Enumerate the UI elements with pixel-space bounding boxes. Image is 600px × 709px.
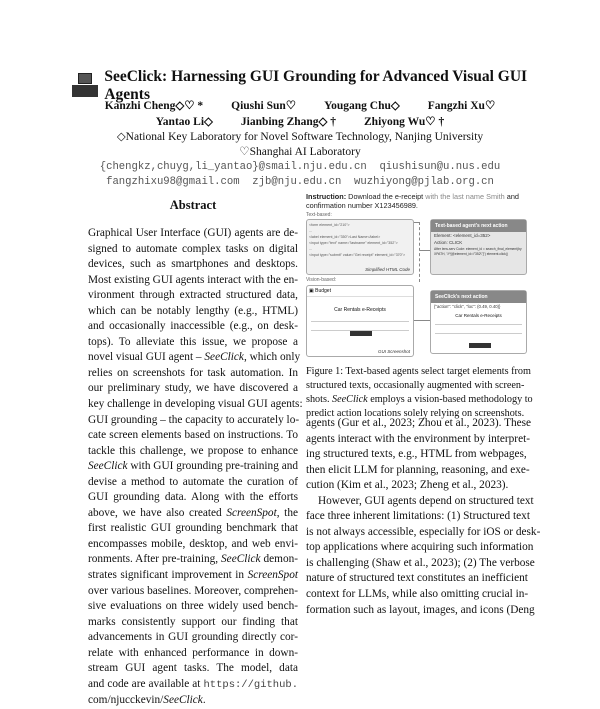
emails-line: fangzhixu98@gmail.com zjb@nju.edu.cn wuzhiyong@pjlab.org.cn (106, 176, 494, 188)
author: Fangzhi Xu♡ (427, 100, 496, 112)
authors-line-2 (0, 114, 600, 128)
figure-caption (306, 365, 533, 421)
text-line: novel visual GUI agent – SeeClick, which only (88, 351, 301, 364)
html-code-box (306, 219, 414, 275)
text-line: tackle this challenge, we propose to enhance (88, 444, 298, 457)
text-line: then elicit LLM for planning, reasoning, and exe- (306, 463, 530, 476)
text-line: signed to automate complex tasks on digital (88, 242, 298, 255)
code-line: ... (309, 229, 312, 233)
abstract-heading: Abstract (169, 198, 217, 212)
text-line: GUI grounding data. Along with the efforts (88, 491, 298, 504)
code-line: <label element_id="350">Last Name</label> (309, 235, 381, 239)
text-line: devices, such as smartphones and desktops. (88, 258, 298, 271)
text-line: Graphical User Interface (GUI) agents are de- (88, 227, 298, 239)
page-title: Car Rentals e-Receipts (455, 313, 502, 318)
text-agent-element: Element: <element_id=352> (434, 233, 491, 238)
text-based-label: Text-based: (306, 212, 332, 218)
text-line: over various baselines. Moreover, comprehen- (88, 584, 298, 597)
text-line: advancements in GUI grounding directly cor- (88, 631, 298, 644)
text-line: our preliminary study, we have discovered a (88, 382, 298, 395)
code-line: <form element_id="210"> (309, 223, 350, 227)
text-line: structured texts, occasionally augmented with screen- (306, 380, 525, 391)
author: Zhiyong Wu♡ † (364, 116, 445, 128)
text-line: predict action locations solely relying on screenshots. (306, 408, 525, 419)
vision-based-label: Vision-based: (306, 277, 337, 283)
text-agent-code: After lens-serv Code: element_id = search_final_element(by XPATH, "//*[@element_id=\"352\"]") element.click() (434, 247, 522, 256)
abstract-body (88, 226, 303, 709)
seeclick-header: SeeClick's next action (431, 291, 526, 303)
text-line: is not always accessible, especially for iOS or desk- (306, 525, 541, 538)
text-line: cution (Kim et al., 2023; Zheng et al., 2023). (306, 479, 509, 492)
affiliation: ◇National Key Laboratory for Novel Software Technology, Nanjing University (116, 131, 484, 143)
authors-line-1 (0, 98, 600, 112)
text-line: ing structured texts, e.g., HTML from webpages, (306, 448, 527, 461)
text-line: is challenging (Shaw et al., 2023); (2) The verbose (306, 556, 535, 569)
seeclick-action-box (430, 290, 527, 354)
text-line: key challenge in developing visual GUI agents: (88, 398, 303, 411)
html-code (307, 220, 413, 260)
instruction-label: Instruction: (306, 192, 347, 201)
text-line: relies on screenshots for task automation. In (88, 366, 298, 379)
text-line: nature of structured text constitutes an inefficient (306, 572, 528, 585)
text-agent-action-box (430, 219, 527, 275)
text-line: first realistic GUI grounding benchmark that (88, 522, 298, 535)
instruction-text: and confirmation number X123456989. (306, 192, 519, 210)
code-line: <input type="submit" value="Get receipt" element_id="370"> (309, 253, 406, 257)
author: Yantao Li◇ (155, 116, 213, 128)
author: Kanzhi Cheng◇♡ * (104, 100, 204, 112)
instruction-highlight: with the last name Smith (425, 192, 505, 201)
code-line: <input type="text" name="lastname" element_id="352"> (309, 241, 398, 245)
screenshot-tag: GUI Screenshot (377, 349, 410, 354)
text-line: agents interact with the environment by interpret- (306, 432, 530, 445)
code-tag: Simplified HTML Code (365, 267, 410, 272)
seeclick-logo-icon (70, 73, 98, 99)
text-line: agents (Gur et al., 2023; Zhou et al., 2023). These (306, 417, 532, 429)
text-line: vironment through extracted structured data, (88, 289, 298, 302)
text-line: strates significant improvement in ScreenSpot (88, 569, 298, 582)
figure-1 (306, 192, 528, 358)
text-line: face three inherent limitations: (1) Structured text (306, 510, 530, 523)
text-line: encompasses mobile, desktop, and web envi- (88, 537, 298, 550)
text-line: However, GUI agents depend on structured text (318, 494, 534, 507)
text-line: Most existing GUI agents interact with the en- (88, 273, 298, 286)
text-line: com/njucckevin/SeeClick. (88, 694, 206, 707)
text-line: SeeClick with GUI grounding pre-training and (88, 460, 298, 473)
text-line: Figure 1: Text-based agents select target elements from (306, 366, 531, 377)
gui-screenshot: ▣ Budget Car Rentals e-Receipts GUI Screenshot (306, 285, 414, 357)
text-line: tops). To alleviate this issue, we propose a (88, 335, 298, 348)
text-line: and code are available at https://github. (88, 677, 298, 691)
instruction-text: Download the e-receipt (348, 192, 424, 201)
text-line: stream GUI agent tasks. The model, data (88, 662, 298, 675)
title-text: SeeClick: Harnessing GUI Grounding for Advanced Visual GUI Agents (104, 68, 528, 103)
text-line: and occasionally inaccessible (e.g., on desk- (88, 320, 298, 333)
text-line: formation such as layout, images, and icons (Deng (306, 603, 535, 616)
text-line: devise a method to automate the curation of (88, 475, 298, 488)
text-agent-header: Text-based agent's next action (431, 220, 526, 232)
text-line: relate with enhanced performance in down- (88, 646, 298, 659)
seeclick-action: {"action": "click", "loc": (0.49, 0.40)} (434, 304, 501, 309)
text-line: which can be notably lengthy (e.g., HTML) (88, 304, 298, 317)
code-line: ... (309, 247, 312, 251)
text-agent-action: Action: CLICK (434, 240, 463, 245)
author: Jianbing Zhang◇ † (240, 116, 337, 128)
text-line: sive evaluations on three widely used bench- (88, 600, 298, 613)
author: Qiushi Sun♡ (231, 100, 297, 112)
body-text (306, 416, 541, 618)
figure-instruction (306, 192, 528, 210)
affiliation: ♡Shanghai AI Laboratory (239, 146, 361, 158)
text-line: context for LLMs, while also omitting crucial in- (306, 588, 529, 601)
text-line: ronments. After pre-training, SeeClick demon- (88, 553, 299, 566)
author: Yougang Chu◇ (324, 100, 400, 112)
text-line: cate screen elements based on instructions. To (88, 429, 298, 442)
text-line: shots. SeeClick employs a vision-based methodology to (306, 394, 533, 405)
text-line: GUI grounding – the capacity to accurately lo- (88, 413, 300, 426)
text-line: top applications where acquiring such information (306, 541, 534, 554)
emails-line: {chengkz,chuyg,li_yantao}@smail.nju.edu.cn qiushisun@u.nus.edu (99, 161, 501, 173)
text-line: marks consistently support our finding that (88, 615, 298, 628)
text-line: above, we have also created ScreenSpot, the (88, 506, 298, 519)
page-title: Car Rentals e-Receipts (334, 307, 386, 313)
